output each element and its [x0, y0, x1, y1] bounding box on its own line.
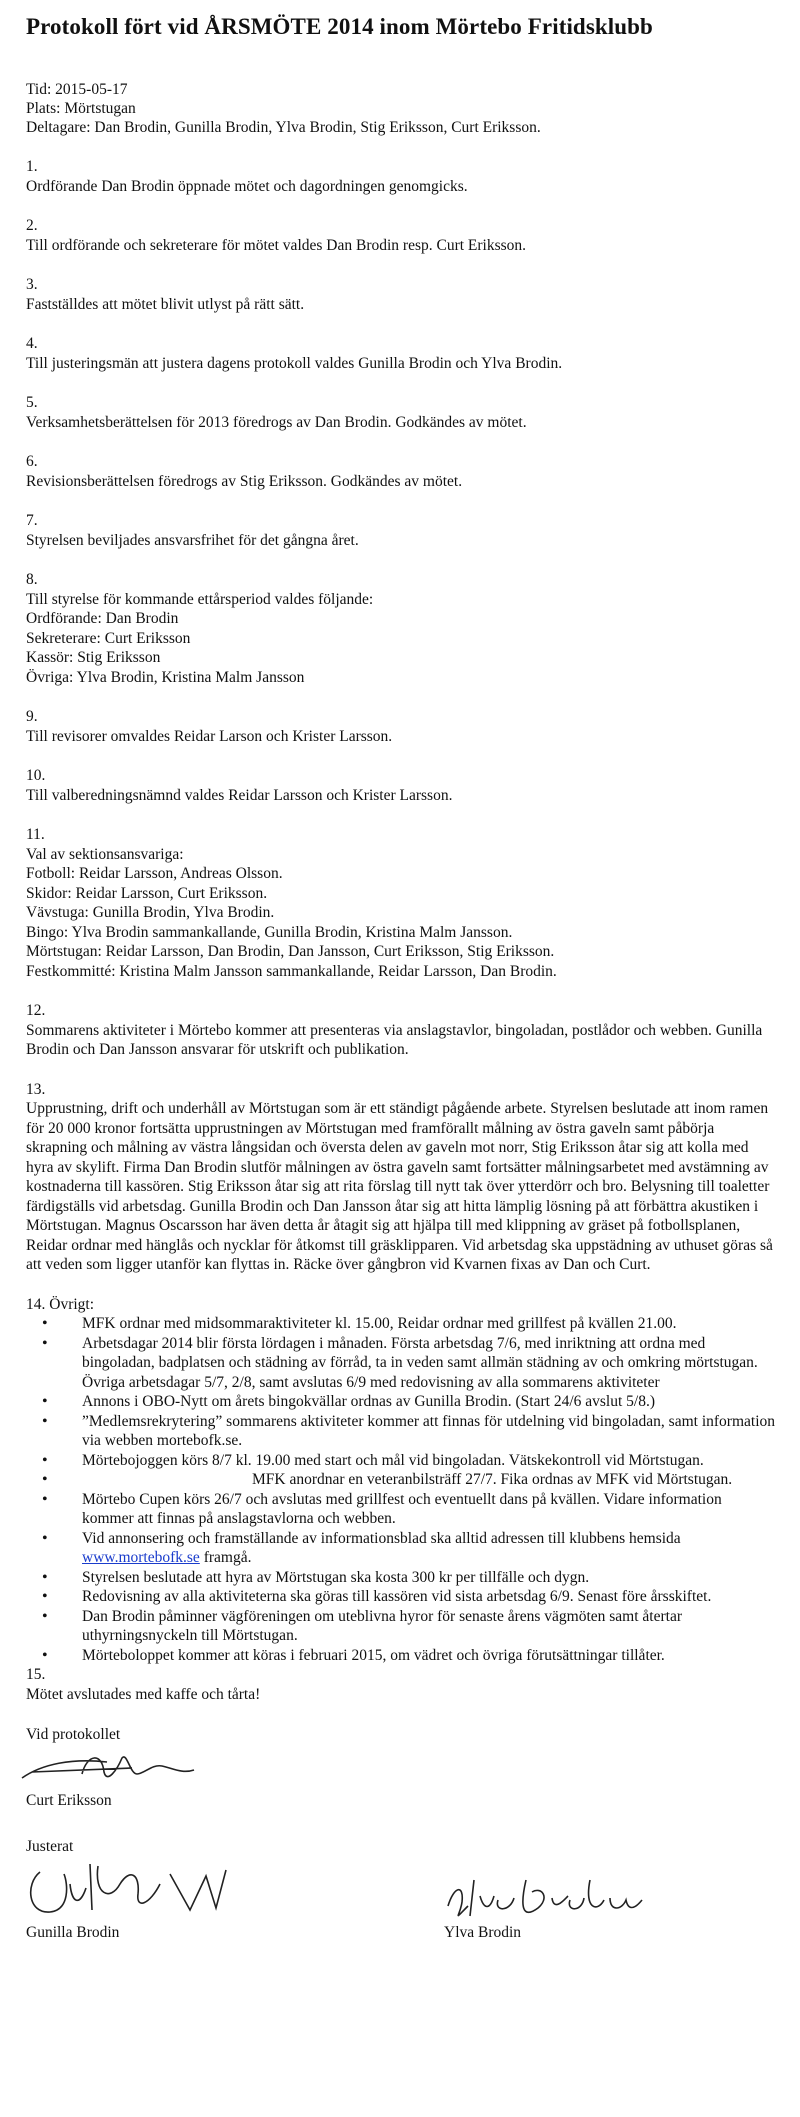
section-8 [26, 570, 776, 687]
list-item [82, 1529, 776, 1568]
section-line: Till justeringsmän att justera dagens protokoll valdes Gunilla Brodin och Ylva Brodin. [26, 354, 563, 372]
list-item [82, 1451, 776, 1471]
section-5 [26, 393, 776, 432]
section-number: 4. [26, 335, 38, 352]
list-item-text: Styrelsen beslutade att hyra av Mörtstugan ska kosta 300 kr per tillfälle och dygn. [82, 1568, 590, 1586]
section-text: Mötet avslutades med kaffe och tårta! [26, 1685, 261, 1703]
section-13 [26, 1080, 776, 1275]
document-title: Protokoll fört vid ÅRSMÖTE 2014 inom Mörtebo Fritidsklubb [26, 14, 653, 39]
list-item [82, 1470, 776, 1490]
section-12 [26, 1001, 776, 1060]
list-item [82, 1587, 776, 1607]
section-line: Festkommitté: Kristina Malm Jansson sammankallande, Reidar Larsson, Dan Brodin. [26, 962, 557, 980]
list-item-text: MFK ordnar med midsommaraktiviteter kl. 15.00, Reidar ordnar med grillfest på kvällen 21.00. [82, 1315, 677, 1332]
section-6 [26, 452, 776, 491]
section-line: Till styrelse för kommande ettårsperiod valdes följande: [26, 590, 374, 608]
list-item [82, 1646, 776, 1666]
section-line: Till valberedningsnämnd valdes Reidar Larsson och Krister Larsson. [26, 786, 453, 804]
section-number: 10. [26, 767, 46, 784]
section-1 [26, 157, 776, 196]
section-line: Verksamhetsberättelsen för 2013 föredrogs av Dan Brodin. Godkändes av mötet. [26, 413, 527, 431]
section-number: 1. [26, 158, 38, 175]
document [26, 14, 776, 1956]
section-heading: 14. Övrigt: [26, 1295, 95, 1313]
section-line: Till ordförande och sekreterare för mötet valdes Dan Brodin resp. Curt Eriksson. [26, 236, 527, 254]
section-line: Till revisorer omvaldes Reidar Larson och Krister Larsson. [26, 727, 393, 745]
section-3 [26, 275, 776, 314]
section-2 [26, 216, 776, 255]
section-number: 8. [26, 571, 38, 588]
list-item-text: ”Medlemsrekrytering” sommarens aktiviteter kommer att finnas för utdelning vid bingoladan, samt information via webben mortebofk.se. [82, 1412, 776, 1449]
section-14 [26, 1295, 776, 1666]
section-number: 3. [26, 276, 38, 293]
bullet-list [26, 1314, 776, 1665]
website-link[interactable]: www.mortebofk.se [82, 1549, 200, 1566]
signature-curt-eriksson [12, 1744, 202, 1790]
section-line: Bingo: Ylva Brodin sammankallande, Gunilla Brodin, Kristina Malm Jansson. [26, 923, 513, 941]
section-15 [26, 1665, 776, 1704]
section-7 [26, 511, 776, 550]
signature-gunilla-brodin [20, 1854, 250, 1924]
section-11 [26, 825, 776, 981]
list-item [82, 1314, 776, 1334]
section-line: Val av sektionsansvariga: [26, 845, 184, 863]
list-item-text: Redovisning av alla aktiviteterna ska göras till kassören vid sista arbetsdag 6/9. Senast före årsskiftet. [82, 1588, 712, 1605]
list-item [82, 1334, 776, 1393]
section-line: Övriga: Ylva Brodin, Kristina Malm Jansson [26, 668, 305, 686]
signature-block [26, 1726, 776, 1956]
secretary-name: Curt Eriksson [26, 1792, 112, 1809]
list-item [82, 1568, 776, 1588]
section-number: 11. [26, 826, 45, 843]
verifier2-name: Ylva Brodin [444, 1924, 522, 1941]
signature-ylva-brodin [434, 1866, 664, 1930]
section-4 [26, 334, 776, 373]
section-line: Sekreterare: Curt Eriksson [26, 629, 191, 647]
list-item-text: Mörtebo Cupen körs 26/7 och avslutas med grillfest och eventuellt dans på kvällen. Vidare information kommer att finnas på anslagstavlorna och webben. [82, 1490, 722, 1527]
section-line: Ordförande: Dan Brodin [26, 610, 179, 627]
list-item [82, 1392, 776, 1412]
section-number: 13. [26, 1080, 46, 1098]
list-item-text: Arbetsdagar 2014 blir första lördagen i månaden. Första arbetsdag 7/6, med inriktning att ordna med bingoladan, badplatsen och städning av förråd, ta in veden samt allmän städning av och omkring mörtstugan. Övriga arbetsdagar 5/7, 2/8, samt avslutas 6/9 med redovisning av alla sommarens aktiviteter [82, 1334, 758, 1391]
list-item-text: Annons i OBO-Nytt om årets bingokvällar ordnas av Gunilla Brodin. (Start 24/6 avslut 5/8.) [82, 1393, 655, 1410]
section-line: Mörtstugan: Reidar Larsson, Dan Brodin, Dan Jansson, Curt Eriksson, Stig Eriksson. [26, 943, 555, 960]
meeting-date: Tid: 2015-05-17 [26, 81, 128, 98]
section-line: Vävstuga: Gunilla Brodin, Ylva Brodin. [26, 904, 275, 921]
meeting-meta [26, 80, 776, 137]
list-item-text: Vid annonsering och framställande av informationsblad ska alltid adressen till klubbens hemsida [82, 1529, 681, 1547]
section-number: 5. [26, 394, 38, 411]
list-item-text: Dan Brodin påminner vägföreningen om uteblivna hyror för senaste årens vägmöten samt återtar uthyrningsnyckeln till Mörtstugan. [82, 1607, 682, 1644]
section-number: 6. [26, 453, 38, 470]
section-number: 15. [26, 1666, 46, 1683]
list-item [82, 1490, 776, 1529]
protocol-label: Vid protokollet [26, 1726, 121, 1743]
section-line: Styrelsen beviljades ansvarsfrihet för det gångna året. [26, 531, 359, 549]
list-item-text: Mörteboloppet kommer att köras i februari 2015, om vädret och övriga förutsättningar tillåter. [82, 1646, 665, 1664]
section-line: Skidor: Reidar Larsson, Curt Eriksson. [26, 884, 268, 902]
section-text: Sommarens aktiviteter i Mörtebo kommer att presenteras via anslagstavlor, bingoladan, postlådor och webben. Gunilla Brodin och Dan Jansson ansvarar för utskrift och publikation. [26, 1021, 763, 1058]
section-line: Fastställdes att mötet blivit utlyst på rätt sätt. [26, 295, 305, 313]
section-line: Revisionsberättelsen föredrogs av Stig Eriksson. Godkändes av mötet. [26, 472, 463, 490]
list-item [82, 1412, 776, 1451]
section-line: Ordförande Dan Brodin öppnade mötet och dagordningen genomgicks. [26, 177, 468, 195]
list-item [82, 1607, 776, 1646]
list-item-text: MFK anordnar en veteranbilsträff 27/7. Fika ordnas av MFK vid Mörtstugan. [252, 1471, 733, 1488]
verifier1-name: Gunilla Brodin [26, 1924, 120, 1941]
link-suffix: framgå. [199, 1549, 252, 1566]
meeting-attendees: Deltagare: Dan Brodin, Gunilla Brodin, Ylva Brodin, Stig Eriksson, Curt Eriksson. [26, 119, 541, 136]
section-number: 2. [26, 217, 38, 234]
section-10 [26, 766, 776, 805]
section-line: Fotboll: Reidar Larsson, Andreas Olsson. [26, 865, 283, 882]
section-number: 7. [26, 512, 38, 529]
numbered-sections [26, 157, 776, 981]
section-9 [26, 707, 776, 746]
section-number: 12. [26, 1002, 46, 1019]
verified-label: Justerat [26, 1838, 74, 1855]
section-text: Upprustning, drift och underhåll av Mörtstugan som är ett ständigt pågående arbete. Styrelsen beslutade att inom ramen för 20 000 kronor fortsätta upprustningen av Mörtstugan med framförallt målning av östra gaveln samt påbörja skrapning och målning av västra långsidan och översta delen av gaveln mot norr, Stig Eriksson åtar sig att kolla med hyra av skylift. Firma Dan Brodin slutför målningen av östra gaveln samt fortsätter målningsarbetet med avstämning av kostnaderna till kassören. Stig Eriksson åtar sig att rita förslag till nytt tak över ytterdörr och bro. Belysning till toaletter färdigställs vid arbetsdag. Gunilla Brodin och Dan Jansson åtar sig att hitta lämplig lösning på att förbättra akustiken i Mörtstugan. Magnus Oscarsson har även detta år åtagit sig att hjälpa till med klippning av gräset på fotbollsplanen, Reidar ordnar med hänglås och nycklar för åtkomst till gräsklipparen. Vid arbetsdag ska uppstädning av uthuset göras så att veden som ligger utanför kan flyttas in. Räcke över gångbron vid Kvarnen fixas av Dan och Curt. [26, 1100, 773, 1273]
section-number: 9. [26, 708, 38, 725]
meeting-place: Plats: Mörtstugan [26, 100, 136, 117]
list-item-text: Mörtebojoggen körs 8/7 kl. 19.00 med start och mål vid bingoladan. Vätskekontroll vid Mörtstugan. [82, 1451, 704, 1469]
section-line: Kassör: Stig Eriksson [26, 649, 161, 666]
